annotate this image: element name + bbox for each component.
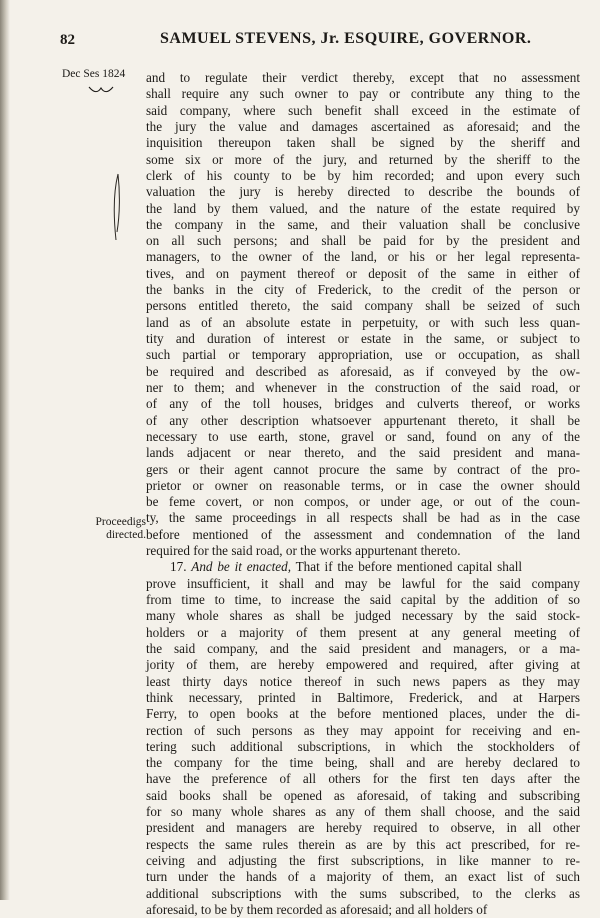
book-gutter-shadow	[0, 0, 10, 900]
text-line: the land by them valued, and the nature of the estate required by	[146, 200, 580, 216]
text-line: said company, where such benefit shall exceed in the estimate of	[146, 102, 580, 118]
text-line: lands adjacent or near thereto, and the said president and mana-	[146, 445, 580, 461]
text-line	[146, 559, 580, 575]
text-line: the jury the value and damages ascertained as aforesaid; and the	[146, 118, 580, 134]
flourish-ornament-icon	[88, 84, 114, 94]
text-line: tity and duration of interest or estate in the same, or subject to	[146, 331, 580, 346]
text-line: many whole shares as shall be judged necessary by the said stock-	[146, 608, 580, 624]
text-line: Ferry, to open books at the before mentioned places, under the di-	[146, 706, 580, 722]
text-line: land as of an absolute estate in perpetuity, or with such less quan-	[146, 314, 580, 330]
page-header	[60, 30, 580, 52]
text-line: gers or their agent cannot procure the same by contract of the pro-	[146, 461, 580, 477]
text-line: rection of such persons as they may appoint for receiving and en-	[146, 722, 580, 738]
text-line: inquisition thereupon taken shall be signed by the sheriff and	[146, 135, 580, 151]
text-line: the banks in the city of Frederick, to the credit of the person or	[146, 282, 580, 298]
text-line: and to regulate their verdict thereby, except that no assessment	[146, 70, 580, 85]
text-line: tering such additional subscriptions, in which the stockholders of	[146, 738, 580, 754]
text-line: persons entitled thereto, the said company shall be seized of such	[146, 298, 580, 314]
text-line: ty, the same proceedings in all respects shall be had as in the case	[146, 510, 580, 526]
text-line: shall require any such owner to pay or contribute any thing to the	[146, 86, 580, 102]
text-line: aforesaid, to be by them recorded as aforesaid; and all holders of	[146, 901, 488, 917]
text-line: the company in the same, and their valuation shall be conclusive	[146, 216, 580, 232]
text-line: holders or a majority of them present at any general meeting of	[146, 624, 580, 640]
handwritten-pen-mark	[112, 172, 122, 242]
text-line: think necessary, printed in Baltimore, Frederick, and at Harpers	[146, 689, 580, 705]
text-line: be feme covert, or non compos, or under age, or out of the coun-	[146, 494, 580, 510]
text-line: jority of them, are hereby empowered and required, after giving at	[146, 657, 580, 673]
text-line: prove insufficient, it shall and may be lawful for the said company	[146, 575, 580, 591]
text-line: tives, and on payment thereof or deposit of the same in either of	[146, 265, 580, 281]
text-line: some six or more of the jury, and returned by the sheriff to the	[146, 151, 580, 167]
margin-note-proceedings-line1: Proceedigs	[95, 516, 146, 528]
text-line: required for the said road, or the works appurtenant thereto.	[146, 543, 461, 559]
text-line: ner to them; and whenever in the construction of the said road, or	[146, 379, 580, 395]
text-line: ceiving and adjusting the first subscriptions, in like manner to re-	[146, 853, 580, 868]
page-number: 82	[60, 32, 75, 48]
margin-note-proceedings-line2: directed.	[106, 529, 146, 541]
text-line: of any other description whatsoever appurtenant thereto, it shall be	[146, 412, 580, 428]
text-line: the company for the time being, shall and are hereby declared to	[146, 755, 580, 771]
text-line: from time to time, to increase the said capital by the addition of so	[146, 592, 580, 607]
text-line: such partial or temporary appropriation, use or occupation, as shall	[146, 347, 580, 363]
text-line: be required and described as aforesaid, as if conveyed by the ow-	[146, 363, 580, 379]
section-number: 17.	[170, 559, 187, 575]
margin-note-proceedings	[70, 516, 146, 542]
enacting-phrase: And be it enacted,	[191, 559, 291, 575]
text-line: prietor or owner on reasonable terms, or in case the owner should	[146, 477, 580, 493]
text-line: for so many whole shares as any of them shall choose, and the said	[146, 804, 580, 820]
text-line: managers, to the owner of the land, or his or her legal representa-	[146, 249, 580, 265]
text-line-content: That if the before mentioned capital shall	[295, 559, 523, 575]
margin-note-date: Dec Ses 1824	[62, 68, 126, 80]
text-line: have the preference of all others for the first ten days after the	[146, 771, 580, 787]
text-line: of any of the toll houses, bridges and culverts thereof, or works	[146, 396, 580, 412]
text-line: least thirty days notice thereof in such news papers as they may	[146, 673, 580, 689]
text-line: said books shall be opened as aforesaid, of taking and subscribing	[146, 787, 580, 803]
text-line: respects the same rules therein as are by this act prescribed, for re-	[146, 836, 580, 852]
text-line: necessary to use earth, stone, gravel or sand, found on any of the	[146, 428, 580, 444]
text-line: the said company, and the said president and managers, or a ma-	[146, 640, 580, 656]
body-text	[146, 70, 580, 918]
text-line: clerk of his county to be by him recorded; and upon every such	[146, 167, 580, 183]
text-line: on all such persons; and shall be paid for by the president and	[146, 233, 580, 249]
text-line: turn under the hands of a majority of them, an exact list of such	[146, 869, 580, 885]
text-line: additional subscriptions with the sums subscribed, to the clerks as	[146, 885, 580, 901]
running-head: SAMUEL STEVENS, Jr. ESQUIRE, GOVERNOR.	[160, 30, 532, 47]
text-line: president and managers are hereby required to observe, in all other	[146, 820, 580, 836]
text-line: before mentioned of the assessment and condemnation of the land	[146, 526, 580, 542]
text-line: valuation the jury is hereby directed to describe the bounds of	[146, 184, 580, 200]
